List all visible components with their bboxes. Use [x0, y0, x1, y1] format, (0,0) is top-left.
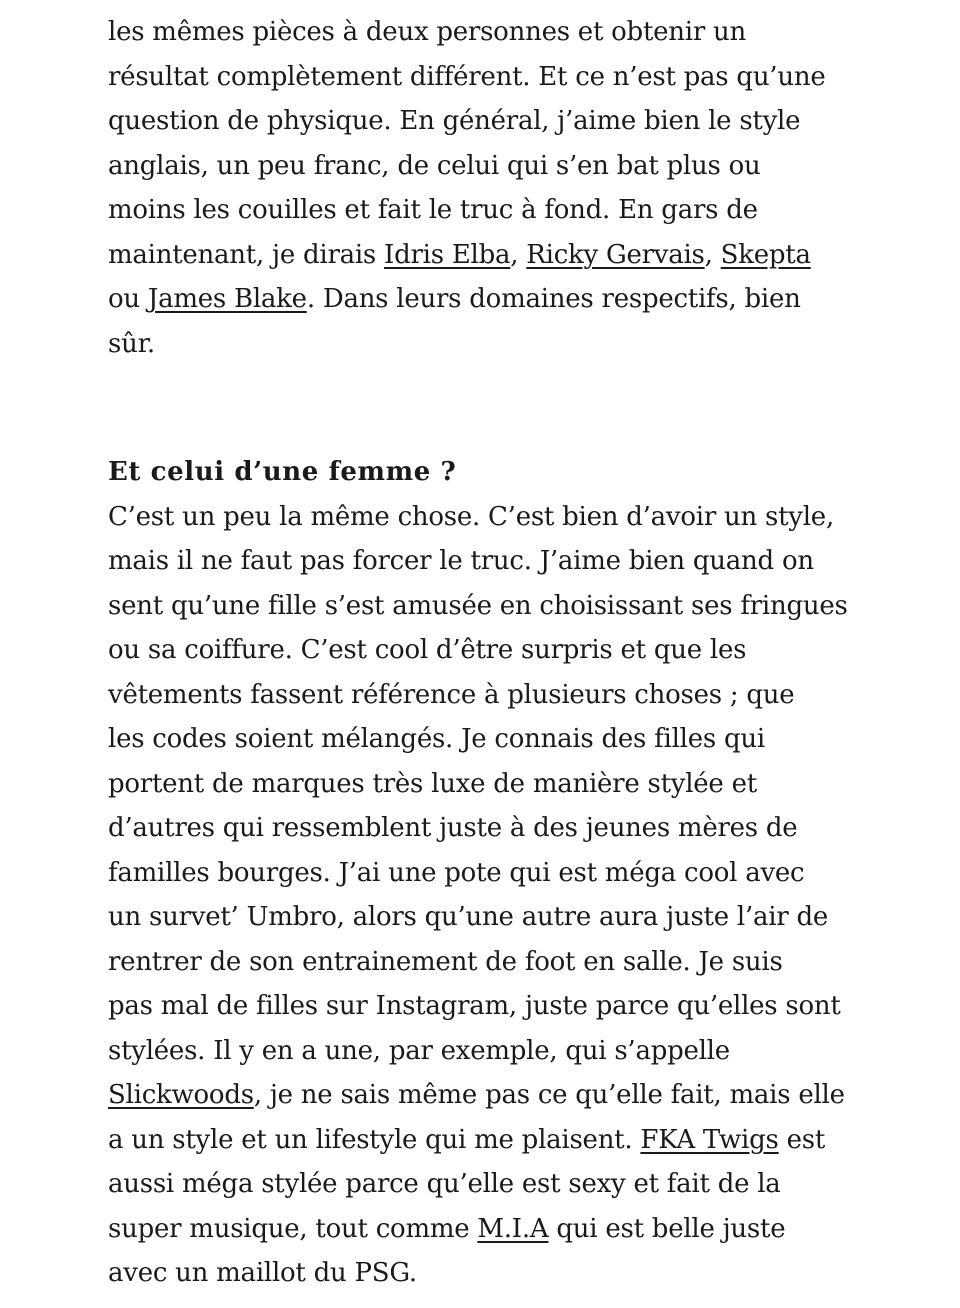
- text-line: portent de marques très luxe de manière stylée et: [108, 768, 757, 799]
- text-line: pas mal de filles sur Instagram, juste parce qu’elles sont: [108, 991, 841, 1021]
- text-fragment: ,: [704, 239, 721, 270]
- text-line: résultat complètement différent. Et ce n’est pas qu’une: [108, 61, 826, 92]
- text-line: familles bourges. J’ai une pote qui est méga cool avec: [108, 857, 805, 888]
- text-line: sûr.: [108, 328, 155, 359]
- link-mia[interactable]: M.I.A: [477, 1213, 549, 1244]
- link-slickwoods[interactable]: Slickwoods: [108, 1080, 254, 1110]
- link-ricky-gervais[interactable]: Ricky Gervais: [526, 239, 705, 270]
- interview-question: Et celui d’une femme ?: [108, 457, 457, 487]
- link-james-blake[interactable]: James Blake: [147, 284, 307, 314]
- text-line: stylées. Il y en a une, par exemple, qui s’appelle: [108, 1035, 730, 1066]
- text-line: [108, 233, 908, 278]
- text-line: mais il ne faut pas forcer le truc. J’aime bien quand on: [108, 546, 814, 576]
- text-fragment: . Dans leurs domaines respectifs, bien: [306, 284, 801, 314]
- text-fragment: ,: [510, 239, 527, 270]
- text-line: les codes soient mélangés. Je connais des filles qui: [108, 724, 765, 754]
- text-fragment: ou: [108, 284, 148, 314]
- link-idris-elba[interactable]: Idris Elba: [384, 239, 511, 270]
- article-body: [108, 10, 908, 1296]
- text-fragment: a un style et un lifestyle qui me plaisent.: [108, 1124, 641, 1155]
- text-line: [108, 277, 908, 322]
- text-line: question de physique. En général, j’aime bien le style: [108, 106, 801, 136]
- text-fragment: maintenant, je dirais: [108, 239, 385, 270]
- text-line: [108, 1118, 908, 1163]
- text-line: d’autres qui ressemblent juste à des jeunes mères de: [108, 813, 798, 843]
- text-line: rentrer de son entrainement de foot en salle. Je suis: [108, 946, 783, 977]
- text-line: aussi méga stylée parce qu’elle est sexy et fait de la: [108, 1169, 781, 1199]
- link-skepta[interactable]: Skepta: [720, 239, 811, 270]
- text-line: les mêmes pièces à deux personnes et obtenir un: [108, 17, 747, 47]
- text-fragment: est: [778, 1124, 826, 1155]
- text-line: sent qu’une fille s’est amusée en choisissant ses fringues: [108, 590, 848, 621]
- text-line: moins les couilles et fait le truc à fond. En gars de: [108, 195, 758, 225]
- text-fragment: , je ne sais même pas ce qu’elle fait, mais elle: [253, 1080, 845, 1110]
- text-line: C’est un peu la même chose. C’est bien d’avoir un style,: [108, 501, 834, 532]
- answer-paragraph-1: [108, 10, 908, 366]
- text-line: avec un maillot du PSG.: [108, 1258, 417, 1288]
- text-line: [108, 1207, 908, 1252]
- text-fragment: super musique, tout comme: [108, 1213, 478, 1244]
- text-line: un survet’ Umbro, alors qu’une autre aura juste l’air de: [108, 902, 829, 932]
- link-fka-twigs[interactable]: FKA Twigs: [640, 1124, 779, 1155]
- text-line: anglais, un peu franc, de celui qui s’en bat plus ou: [108, 150, 761, 181]
- text-line: [108, 1073, 908, 1118]
- answer-paragraph-2: [108, 495, 908, 1296]
- text-fragment: qui est belle juste: [548, 1213, 786, 1244]
- text-line: ou sa coiffure. C’est cool d’être surpris et que les: [108, 635, 747, 665]
- text-line: vêtements fassent référence à plusieurs choses ; que: [108, 679, 795, 710]
